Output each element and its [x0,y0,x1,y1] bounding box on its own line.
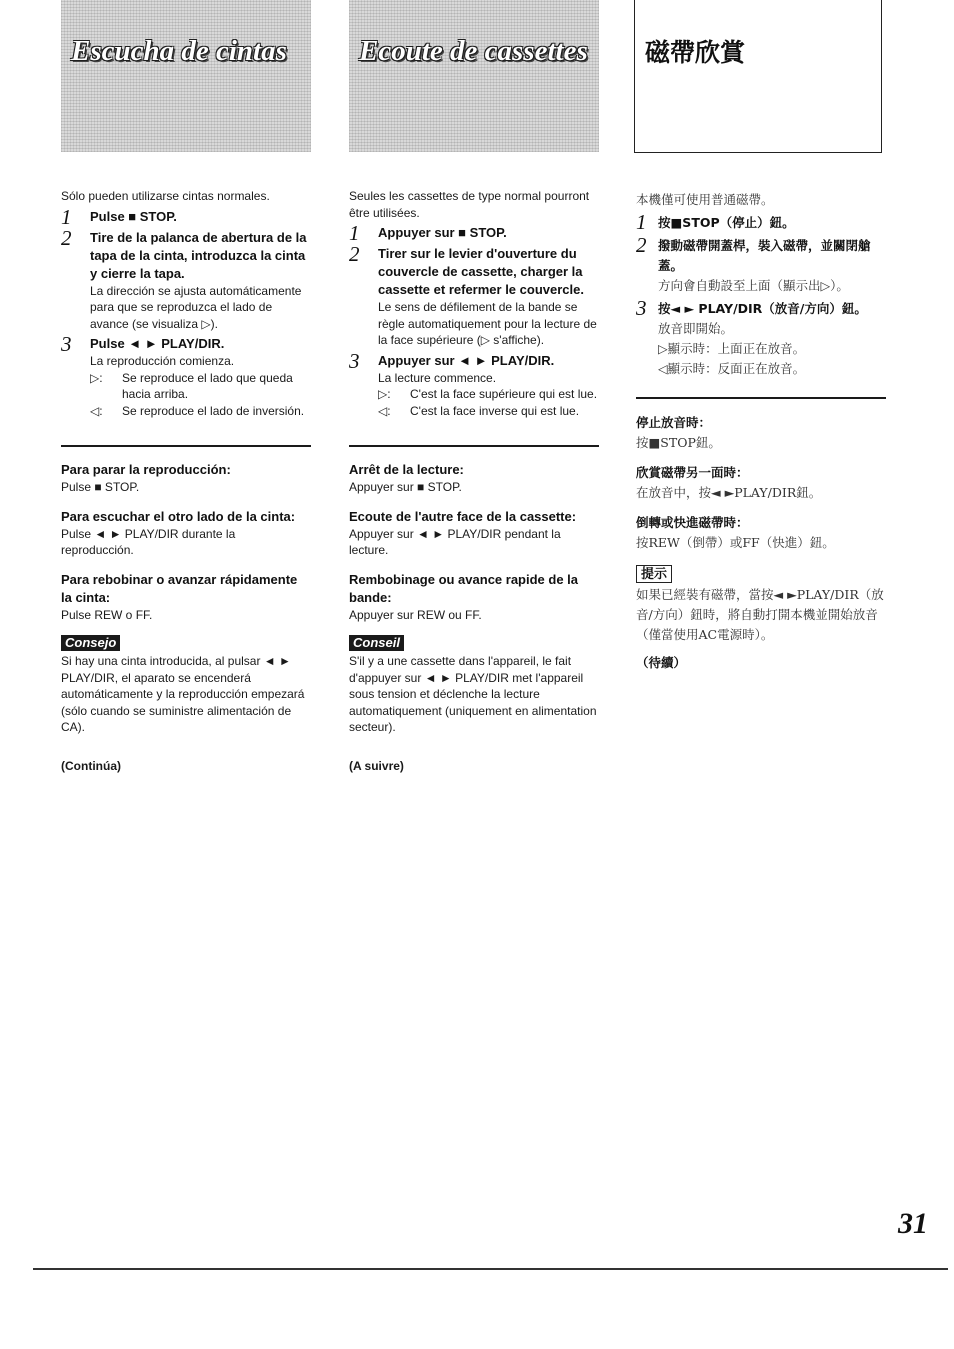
sub-text: Appuyer sur ■ STOP. [349,480,462,494]
step-1 [636,210,886,234]
indicator-text: C'est la face supérieure qui est lue. [410,387,598,401]
intro-text: 本機僅可使用普通磁帶。 [636,192,774,207]
spanish-body [61,188,311,774]
sub-text: 按REW（倒帶）或FF（快進）鈕。 [636,535,835,550]
step-number: 2 [61,225,72,250]
step-3 [61,332,311,419]
step-3 [636,296,886,379]
sub-heading: 停止放音時： [636,415,712,430]
step-number: 1 [61,204,72,229]
sub-text: Pulse ◄ ► PLAY/DIR durante la reproducción. [61,526,236,557]
indicator-forward [90,370,311,403]
sub-heading: Ecoute de l'autre face de la cassette: [349,508,577,524]
step-heading: Appuyer sur ■ STOP. [378,225,507,240]
step-2 [636,233,886,296]
step-number: 1 [349,221,360,245]
step-description: La lecture commence. [378,370,497,385]
indicator-reverse [378,403,599,420]
tip-text: Si hay una cinta introducida, al pulsar ◄ ► PLAY/DIR, el aparato se encenderá automáticamente y la reproducción empezará (sólo cuando se suministre alimentación de CA). [61,654,305,734]
indicator-forward [378,386,599,403]
tip-label: Conseil [349,635,404,651]
step-heading: Appuyer sur ◄ ► PLAY/DIR. [378,352,555,368]
sub-heading: Arrêt de la lecture: [349,462,464,477]
step-heading: 按■STOP（停止）鈕。 [658,215,795,230]
title-banner [634,0,882,153]
intro-text: Seules les cassettes de type normal pourront être utilisées. [349,189,590,220]
tip-text: 如果已經裝有磁帶，當按◄ ►PLAY/DIR（放音/方向）鈕時，將自動打開本機並開始放音（僅當使用AC電源時）。 [636,587,884,642]
footer-rule [33,1268,948,1270]
step-description: La dirección se ajusta automáticamente para que se reproduzca el lado de avance (se visualiza ▷). [90,283,302,331]
continued-note: (A suivre) [349,758,404,773]
step-heading: Pulse ◄ ► PLAY/DIR. [90,336,225,351]
indicator-text: Se reproduce el lado que queda hacia arriba. [122,370,293,401]
indicator-text: Se reproduce el lado de inversión. [122,403,305,418]
step-number: 3 [61,332,72,356]
tip-label: Consejo [61,635,120,651]
forward-indicator-icon: ▷: [378,387,391,401]
chinese-body [636,190,886,673]
step-description: 方向會自動設至上面（顯示出▷）。 [658,278,849,293]
title-banner [61,0,311,152]
continued-note: (Continúa) [61,758,121,773]
step-number: 3 [349,348,360,373]
indicator-text: C'est la face inverse qui est lue. [410,403,580,418]
title-banner [349,0,599,152]
sub-heading: 倒轉或快進磁帶時： [636,515,749,530]
step-description: Le sens de défilement de la bande se règle automatiquement pour la lecture de la face supérieure (▷ s'affiche). [378,300,597,347]
section-title: Escucha de cintas [71,35,287,67]
step-2 [349,242,599,349]
sub-text: Pulse REW o FF. [61,607,153,622]
section-title: Ecoute de cassettes [359,35,588,67]
reverse-indicator-icon: ◁: [90,403,103,418]
step-1 [61,204,311,229]
step-heading: 按◄ ► PLAY/DIR（放音/方向）鈕。 [658,301,867,316]
divider [636,397,886,399]
sub-text: Appuyer sur ◄ ► PLAY/DIR pendant la lecture. [349,526,561,557]
step-description: La reproducción comienza. [90,354,235,368]
page-number: 31 [898,1207,928,1240]
step-heading: Tire de la palanca de abertura de la tapa de la cinta, introduzca la cinta y cierre la tapa. [90,229,307,281]
continued-note: （待續） [636,655,687,670]
sub-heading: Para rebobinar o avanzar rápidamente la cinta: [61,571,298,605]
reverse-indicator-icon: ◁: [378,403,391,418]
step-number: 2 [349,242,360,266]
sub-text: Pulse ■ STOP. [61,480,140,494]
step-3 [349,348,599,420]
step-number: 3 [636,296,647,320]
step-1 [349,221,599,245]
sub-heading: Para escuchar el otro lado de la cinta: [61,508,296,524]
step-heading: Tirer sur le levier d'ouverture du couvercle de cassette, charger la cassette et refermer le couvercle. [378,246,584,297]
indicator-forward: ▷顯示時：上面正在放音。 [658,341,806,356]
step-heading: Pulse ■ STOP. [90,208,177,224]
french-body [349,188,599,774]
sub-text: Appuyer sur REW ou FF. [349,607,482,622]
divider [349,445,599,447]
tip-text: S'il y a une cassette dans l'appareil, le fait d'appuyer sur ◄ ► PLAY/DIR met l'appareil sous tension et déclenche la lecture automatiquement (uniquement en alimentation secteur). [349,654,597,734]
step-heading: 撥動磁帶開蓋桿，裝入磁帶，並關閉艙蓋。 [658,238,871,273]
indicator-reverse: ◁顯示時：反面正在放音。 [658,361,806,376]
step-description: 放音即開始。 [658,321,734,336]
tip-label: 提示 [636,565,672,583]
section-title: 磁帶欣賞 [645,38,746,67]
sub-text: 按■STOP鈕。 [636,435,721,450]
forward-indicator-icon: ▷: [90,370,103,385]
sub-text: 在放音中，按◄ ►PLAY/DIR鈕。 [636,485,822,500]
sub-heading: Rembobinage ou avance rapide de la bande: [349,571,579,605]
step-number: 1 [636,210,647,234]
step-2 [61,225,311,333]
intro-text: Sólo pueden utilizarse cintas normales. [61,189,270,203]
sub-heading: 欣賞磁帶另一面時： [636,465,749,480]
step-number: 2 [636,233,647,257]
sub-heading: Para parar la reproducción: [61,462,231,477]
indicator-reverse [90,403,311,420]
divider [61,445,311,447]
